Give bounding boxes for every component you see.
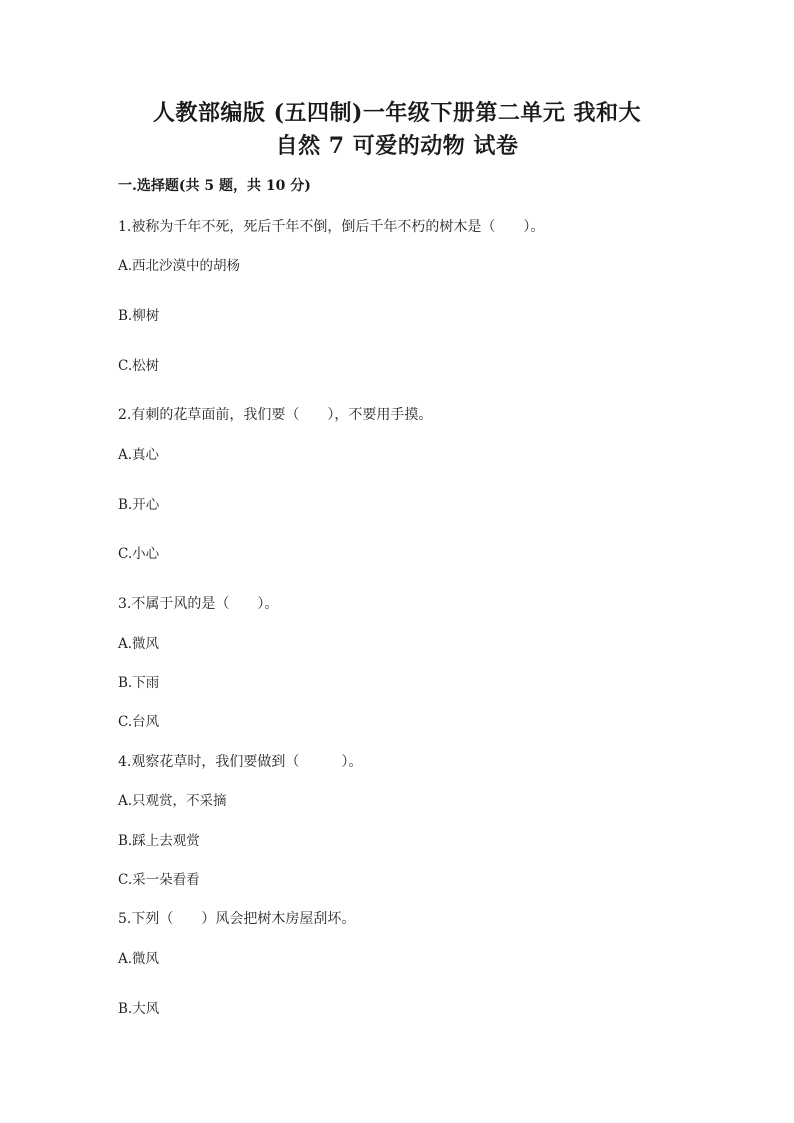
question-2-stem: 2.有刺的花草面前，我们要（ ），不要用手摸。 — [118, 407, 433, 423]
question-1-option-a: A.西北沙漠中的胡杨 — [118, 258, 241, 274]
page-title-line-1: 人教部编版 (五四制)一年级下册第二单元 我和大 — [152, 100, 642, 126]
page-title-line-2: 自然 7 可爱的动物 试卷 — [275, 133, 519, 159]
question-2-option-c: C.小心 — [118, 546, 160, 562]
question-2-option-a: A.真心 — [118, 447, 160, 463]
question-4-stem: 4.观察花草时，我们要做到（ ）。 — [118, 754, 363, 770]
question-4-option-b: B.踩上去观赏 — [118, 833, 200, 849]
question-5-option-b: B.大风 — [118, 1001, 160, 1017]
section-heading: 一.选择题(共 5 题，共 10 分) — [118, 178, 311, 194]
question-1-option-c: C.松树 — [118, 358, 160, 374]
question-3-stem: 3.不属于风的是（ ）。 — [118, 596, 279, 612]
question-4-option-a: A.只观赏，不采摘 — [118, 793, 227, 809]
question-3-option-b: B.下雨 — [118, 675, 160, 691]
question-1-stem: 1.被称为千年不死，死后千年不倒，倒后千年不朽的树木是（ ）。 — [118, 219, 545, 235]
question-3-option-c: C.台风 — [118, 714, 160, 730]
question-4-option-c: C.采一朵看看 — [118, 872, 200, 888]
question-2-option-b: B.开心 — [118, 497, 160, 513]
question-5-option-a: A.微风 — [118, 951, 160, 967]
question-5-stem: 5.下列（ ）风会把树木房屋刮坏。 — [118, 911, 356, 927]
question-1-option-b: B.柳树 — [118, 308, 160, 324]
question-3-option-a: A.微风 — [118, 636, 160, 652]
